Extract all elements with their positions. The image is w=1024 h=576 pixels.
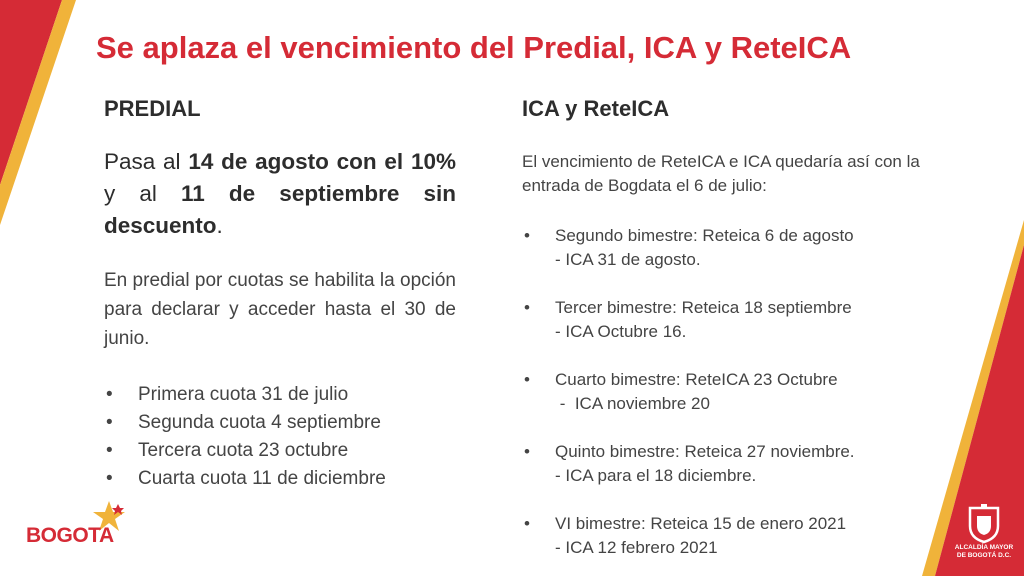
predial-lead-bold-1: 14 de agosto con el 10% xyxy=(188,149,456,174)
list-item: • Cuarta cuota 11 de diciembre xyxy=(104,465,456,493)
list-item xyxy=(522,368,922,416)
predial-heading: PREDIAL xyxy=(104,96,201,121)
cuotas-list xyxy=(104,381,456,493)
ica-section xyxy=(522,96,922,576)
bimestre-line-2: - ICA Octubre 16. xyxy=(555,322,687,341)
list-item: • Primera cuota 31 de julio xyxy=(104,381,456,409)
bimestre-line-1: • Tercer bimestre: Reteica 18 septiembre xyxy=(555,298,852,317)
alcaldia-line-1: ALCALDÍA MAYOR xyxy=(954,544,1014,551)
predial-paragraph: En predial por cuotas se habilita la opción para declarar y acceder hasta el 30 de junio. xyxy=(104,270,456,349)
bimestre-line-1: • Segundo bimestre: Reteica 6 de agosto xyxy=(555,226,854,245)
predial-lead-text-3: . xyxy=(216,213,223,238)
bimestre-line-2: - ICA para el 18 diciembre. xyxy=(555,466,757,485)
ica-heading: ICA y ReteICA xyxy=(522,96,670,121)
bimestre-line-2: - ICA 31 de agosto. xyxy=(555,250,701,269)
alcaldia-line-2: DE BOGOTÁ D.C. xyxy=(956,552,1012,559)
list-item: • Tercera cuota 23 octubre xyxy=(104,437,456,465)
bimestre-line-1: • Cuarto bimestre: ReteICA 23 Octubre xyxy=(555,370,838,389)
list-item xyxy=(522,224,922,272)
list-item xyxy=(522,512,922,560)
alcaldia-logo xyxy=(944,500,1024,570)
bogota-logo-text: BOGOTA xyxy=(26,524,114,547)
bogota-logo xyxy=(26,500,136,560)
bimestre-line-2: - ICA noviembre 20 xyxy=(555,394,710,413)
ica-intro: El vencimiento de ReteICA e ICA quedaría así con la entrada de Bogdata el 6 de julio: xyxy=(522,152,920,195)
list-item xyxy=(522,296,922,344)
list-item: • Segunda cuota 4 septiembre xyxy=(104,409,456,437)
coat-of-arms-icon xyxy=(966,504,1002,544)
predial-lead-text-1: Pasa al xyxy=(104,149,189,174)
alcaldia-logo-text xyxy=(944,544,1024,560)
bimestres-list xyxy=(522,224,922,560)
predial-lead-bold-2: 11 de septiembre sin descuento xyxy=(104,181,456,238)
predial-section xyxy=(104,96,456,493)
list-item xyxy=(522,440,922,488)
predial-lead xyxy=(104,146,456,242)
predial-lead-text-2: y al xyxy=(104,181,182,206)
bimestre-line-1: • Quinto bimestre: Reteica 27 noviembre. xyxy=(555,442,855,461)
bimestre-line-2: - ICA 12 febrero 2021 xyxy=(555,538,718,557)
page-title: Se aplaza el vencimiento del Predial, ICA y ReteICA xyxy=(96,30,852,65)
bimestre-line-1: • VI bimestre: Reteica 15 de enero 2021 xyxy=(555,514,847,533)
